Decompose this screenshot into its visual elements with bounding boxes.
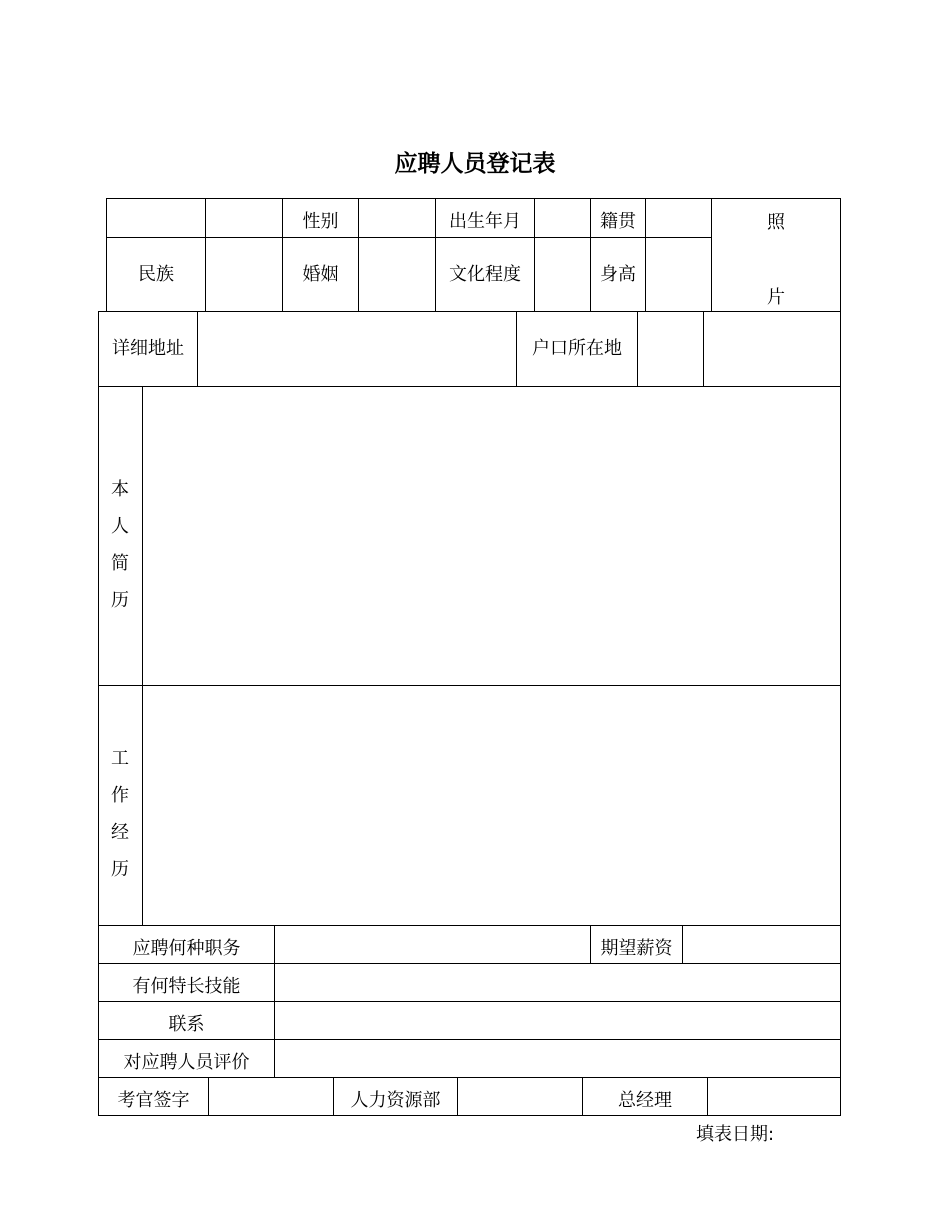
fill-date-label: 填表日期: [696,1124,775,1145]
examiner-signature-field[interactable] [209,1078,333,1115]
page-title: 应聘人员登记表 [394,151,556,177]
gender-field[interactable] [359,199,435,237]
ethnicity-label: 民族 [138,263,174,285]
work-label-char: 作 [111,785,129,806]
ethnicity-field[interactable] [206,238,282,311]
evaluation-label: 对应聘人员评价 [123,1052,250,1073]
position-label: 应聘何种职务 [132,938,241,959]
marital-status-label: 婚姻 [302,263,339,285]
education-label: 文化程度 [449,263,521,285]
photo-label-char: 照 [767,212,785,233]
skills-field[interactable] [275,964,840,1001]
work-label-char: 历 [111,859,129,880]
general-manager-field[interactable] [708,1078,840,1115]
examiner-signature-label: 考官签字 [117,1090,190,1111]
marital-status-field[interactable] [359,238,435,311]
work-label-char: 经 [111,822,129,843]
resume-label-char: 本 [111,479,129,500]
skills-label: 有何特长技能 [132,976,241,997]
grid-line [840,198,841,1116]
height-field[interactable] [646,238,711,311]
general-manager-label: 总经理 [618,1090,672,1111]
height-label: 身高 [600,263,636,285]
name-label-cell [107,199,205,237]
work-experience-field[interactable] [143,686,840,925]
hr-department-label: 人力资源部 [350,1090,441,1111]
resume-label-char: 简 [111,553,129,574]
native-place-field[interactable] [646,199,711,237]
gender-label: 性别 [302,211,339,232]
name-field[interactable] [206,199,282,237]
native-place-label: 籍贯 [600,211,636,232]
resume-label-char: 历 [111,590,129,611]
address-field[interactable] [198,312,516,386]
grid-line [98,1115,841,1116]
photo-label-char: 片 [767,287,785,308]
hukou-extra-field[interactable] [704,312,840,386]
hukou-label: 户口所在地 [532,338,622,359]
contact-field[interactable] [275,1002,840,1039]
position-field[interactable] [275,926,590,963]
resume-field[interactable] [143,387,840,685]
salary-field[interactable] [683,926,840,963]
contact-label: 联系 [168,1014,205,1035]
birth-date-field[interactable] [535,199,590,237]
address-label: 详细地址 [112,338,184,359]
salary-label: 期望薪资 [600,938,673,959]
hukou-field[interactable] [638,312,703,386]
hr-department-field[interactable] [458,1078,582,1115]
resume-label-char: 人 [111,516,129,537]
education-field[interactable] [535,238,590,311]
work-label-char: 工 [111,748,129,769]
evaluation-field[interactable] [275,1040,840,1077]
birth-date-label: 出生年月 [449,211,521,232]
